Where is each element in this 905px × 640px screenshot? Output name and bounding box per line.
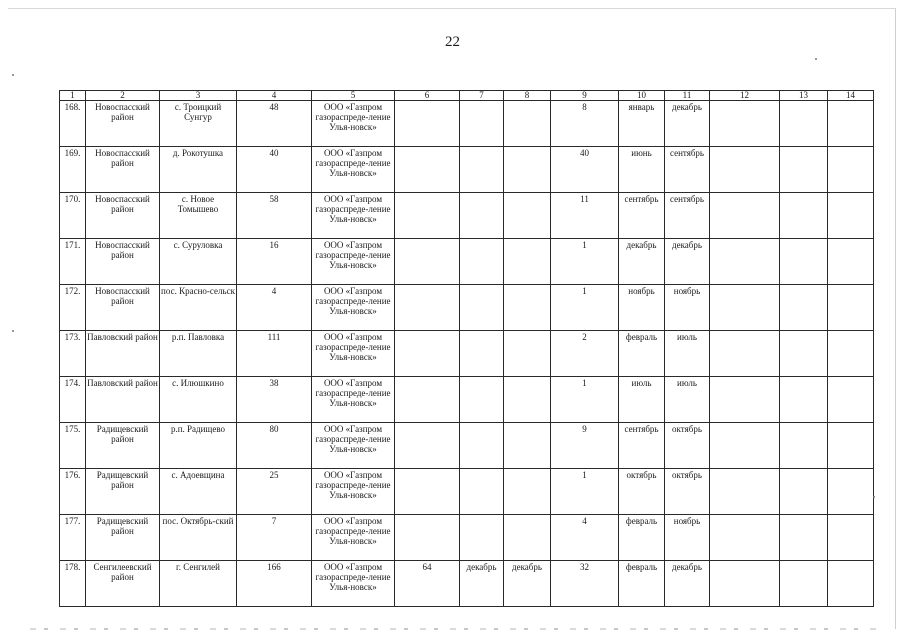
table-cell: с. Адоевщина [160, 469, 237, 515]
table-cell: декабрь [504, 561, 551, 607]
table-cell: 11 [551, 193, 619, 239]
table-cell [828, 101, 874, 147]
table-cell [780, 147, 828, 193]
table-cell: 1 [551, 469, 619, 515]
table-cell [780, 515, 828, 561]
column-header: 7 [460, 91, 504, 101]
table-cell [710, 377, 780, 423]
table-cell: ноябрь [665, 285, 710, 331]
table-cell: ООО «Газпром газораспреде-ление Улья-новск» [312, 331, 395, 377]
table-cell: сентябрь [665, 147, 710, 193]
table-row [60, 193, 874, 239]
table-cell [460, 331, 504, 377]
table-cell [460, 423, 504, 469]
table-cell: 171. [60, 239, 86, 285]
table-cell: сентябрь [665, 193, 710, 239]
table-cell: декабрь [665, 561, 710, 607]
table-cell: июль [665, 331, 710, 377]
table-cell [504, 147, 551, 193]
table-cell: 4 [551, 515, 619, 561]
table-cell [460, 193, 504, 239]
column-header: 6 [395, 91, 460, 101]
column-header: 8 [504, 91, 551, 101]
table-cell [395, 101, 460, 147]
table-cell: 1 [551, 377, 619, 423]
table-cell [828, 331, 874, 377]
table-cell: 174. [60, 377, 86, 423]
column-header: 11 [665, 91, 710, 101]
table-cell [780, 239, 828, 285]
page-number: 22 [445, 34, 460, 50]
table-cell: Новоспасский район [86, 193, 160, 239]
table-cell [710, 515, 780, 561]
table-cell [828, 515, 874, 561]
table-cell [828, 469, 874, 515]
column-header: 3 [160, 91, 237, 101]
table-cell [780, 423, 828, 469]
data-table [59, 90, 874, 607]
table-cell [710, 101, 780, 147]
table-body [60, 101, 874, 607]
table-cell: 2 [551, 331, 619, 377]
table-cell: январь [619, 101, 665, 147]
table-cell: 1 [551, 285, 619, 331]
table-cell: пос. Октябрь-ский [160, 515, 237, 561]
table-cell: Павловский район [86, 331, 160, 377]
column-header: 4 [237, 91, 312, 101]
table-cell [504, 193, 551, 239]
table-cell: 172. [60, 285, 86, 331]
table-cell [828, 285, 874, 331]
table-cell [504, 331, 551, 377]
table-cell: ООО «Газпром газораспреде-ление Улья-новск» [312, 561, 395, 607]
table-cell: 48 [237, 101, 312, 147]
table-cell [780, 193, 828, 239]
column-header: 12 [710, 91, 780, 101]
table-cell [710, 423, 780, 469]
header-row [60, 91, 874, 101]
table-cell [780, 101, 828, 147]
table-cell: ООО «Газпром газораспреде-ление Улья-новск» [312, 239, 395, 285]
table-cell [460, 147, 504, 193]
table-cell [460, 469, 504, 515]
table-cell: Новоспасский район [86, 239, 160, 285]
column-header: 14 [828, 91, 874, 101]
table-cell: сентябрь [619, 423, 665, 469]
table-cell: декабрь [460, 561, 504, 607]
table-cell [504, 285, 551, 331]
table-cell: 64 [395, 561, 460, 607]
table-cell: июнь [619, 147, 665, 193]
table-cell [460, 285, 504, 331]
table-cell: ноябрь [619, 285, 665, 331]
table-row [60, 331, 874, 377]
table-cell: ООО «Газпром газораспреде-ление Улья-новск» [312, 285, 395, 331]
table-cell [395, 423, 460, 469]
table-cell [395, 331, 460, 377]
table-cell: пос. Красно-сельск [160, 285, 237, 331]
table-cell: Радищевский район [86, 469, 160, 515]
table-cell: 1 [551, 239, 619, 285]
table-cell: сентябрь [619, 193, 665, 239]
table-cell: 40 [551, 147, 619, 193]
table-cell: Новоспасский район [86, 101, 160, 147]
column-header: 9 [551, 91, 619, 101]
table-cell [828, 239, 874, 285]
table-cell: 177. [60, 515, 86, 561]
table-cell [460, 515, 504, 561]
table-cell [780, 469, 828, 515]
table-cell [710, 239, 780, 285]
table-cell: февраль [619, 515, 665, 561]
table-cell: 175. [60, 423, 86, 469]
table-cell [504, 423, 551, 469]
table-cell [395, 193, 460, 239]
table-cell: октябрь [619, 469, 665, 515]
table-cell [828, 423, 874, 469]
column-header: 5 [312, 91, 395, 101]
table-cell: 38 [237, 377, 312, 423]
table-row [60, 147, 874, 193]
table-cell [780, 377, 828, 423]
table-cell: д. Рокотушка [160, 147, 237, 193]
scan-speck [12, 74, 14, 76]
table-cell [460, 101, 504, 147]
table-cell: 8 [551, 101, 619, 147]
table-cell: июль [665, 377, 710, 423]
column-header: 1 [60, 91, 86, 101]
table-row [60, 515, 874, 561]
table-cell [395, 515, 460, 561]
table-cell [395, 469, 460, 515]
table-cell: 4 [237, 285, 312, 331]
table-cell: 176. [60, 469, 86, 515]
table-cell [710, 193, 780, 239]
column-header: 13 [780, 91, 828, 101]
table-cell: ноябрь [665, 515, 710, 561]
table-cell [504, 515, 551, 561]
table-header [60, 91, 874, 101]
table-cell [504, 377, 551, 423]
table-cell: 16 [237, 239, 312, 285]
table-row [60, 101, 874, 147]
table-cell: октябрь [665, 469, 710, 515]
table-cell: ООО «Газпром газораспреде-ление Улья-новск» [312, 423, 395, 469]
table-cell [710, 147, 780, 193]
table-cell: с. Суруловка [160, 239, 237, 285]
table-cell [395, 147, 460, 193]
table-cell [828, 561, 874, 607]
table-cell [460, 377, 504, 423]
table-cell: 173. [60, 331, 86, 377]
table-cell [780, 561, 828, 607]
table-cell: 7 [237, 515, 312, 561]
table-cell [395, 285, 460, 331]
table-cell [504, 239, 551, 285]
table-cell: декабрь [619, 239, 665, 285]
column-header: 2 [86, 91, 160, 101]
table-cell: 25 [237, 469, 312, 515]
scan-artifact-line [30, 628, 880, 630]
table-cell: 111 [237, 331, 312, 377]
table-row [60, 469, 874, 515]
table-cell: с. Троицкий Сунгур [160, 101, 237, 147]
table-cell: 169. [60, 147, 86, 193]
table-cell [710, 469, 780, 515]
table-cell: декабрь [665, 101, 710, 147]
table-cell: ООО «Газпром газораспреде-ление Улья-новск» [312, 193, 395, 239]
table-cell: 170. [60, 193, 86, 239]
table-cell [780, 285, 828, 331]
table-cell: р.п. Павловка [160, 331, 237, 377]
table-cell: июль [619, 377, 665, 423]
table-cell: Новоспасский район [86, 285, 160, 331]
table-cell: декабрь [665, 239, 710, 285]
table-row [60, 423, 874, 469]
table-cell: ООО «Газпром газораспреде-ление Улья-новск» [312, 469, 395, 515]
table-cell [710, 561, 780, 607]
table-cell: ООО «Газпром газораспреде-ление Улья-новск» [312, 101, 395, 147]
table-cell: Радищевский район [86, 515, 160, 561]
table-cell: ООО «Газпром газораспреде-ление Улья-новск» [312, 515, 395, 561]
table-row [60, 285, 874, 331]
table-cell [828, 377, 874, 423]
table-cell [504, 469, 551, 515]
table-cell: ООО «Газпром газораспреде-ление Улья-новск» [312, 147, 395, 193]
table-cell: г. Сенгилей [160, 561, 237, 607]
table-cell: Сенгилеевский район [86, 561, 160, 607]
table-row [60, 561, 874, 607]
table-cell [460, 239, 504, 285]
table-cell [504, 101, 551, 147]
table-cell: 32 [551, 561, 619, 607]
table-cell: с. Новое Томышево [160, 193, 237, 239]
table-cell: февраль [619, 561, 665, 607]
table-cell: Новоспасский район [86, 147, 160, 193]
table-cell: р.п. Радищево [160, 423, 237, 469]
scan-speck [12, 330, 14, 332]
table-cell: с. Илюшкино [160, 377, 237, 423]
table-cell [710, 285, 780, 331]
table-row [60, 377, 874, 423]
table-cell [710, 331, 780, 377]
scan-speck [873, 496, 875, 498]
table-cell: 168. [60, 101, 86, 147]
table-cell [828, 193, 874, 239]
table-cell: 40 [237, 147, 312, 193]
table-cell: 178. [60, 561, 86, 607]
table-cell: октябрь [665, 423, 710, 469]
table-row [60, 239, 874, 285]
table-cell: февраль [619, 331, 665, 377]
column-header: 10 [619, 91, 665, 101]
table-cell [780, 331, 828, 377]
table-cell [395, 377, 460, 423]
table-cell [395, 239, 460, 285]
table-cell: Радищевский район [86, 423, 160, 469]
table-cell: 58 [237, 193, 312, 239]
table-cell: 9 [551, 423, 619, 469]
table-cell: 166 [237, 561, 312, 607]
table-cell: ООО «Газпром газораспреде-ление Улья-новск» [312, 377, 395, 423]
table-cell [828, 147, 874, 193]
table-cell: 80 [237, 423, 312, 469]
scan-speck [815, 58, 817, 60]
table-cell: Павловский район [86, 377, 160, 423]
